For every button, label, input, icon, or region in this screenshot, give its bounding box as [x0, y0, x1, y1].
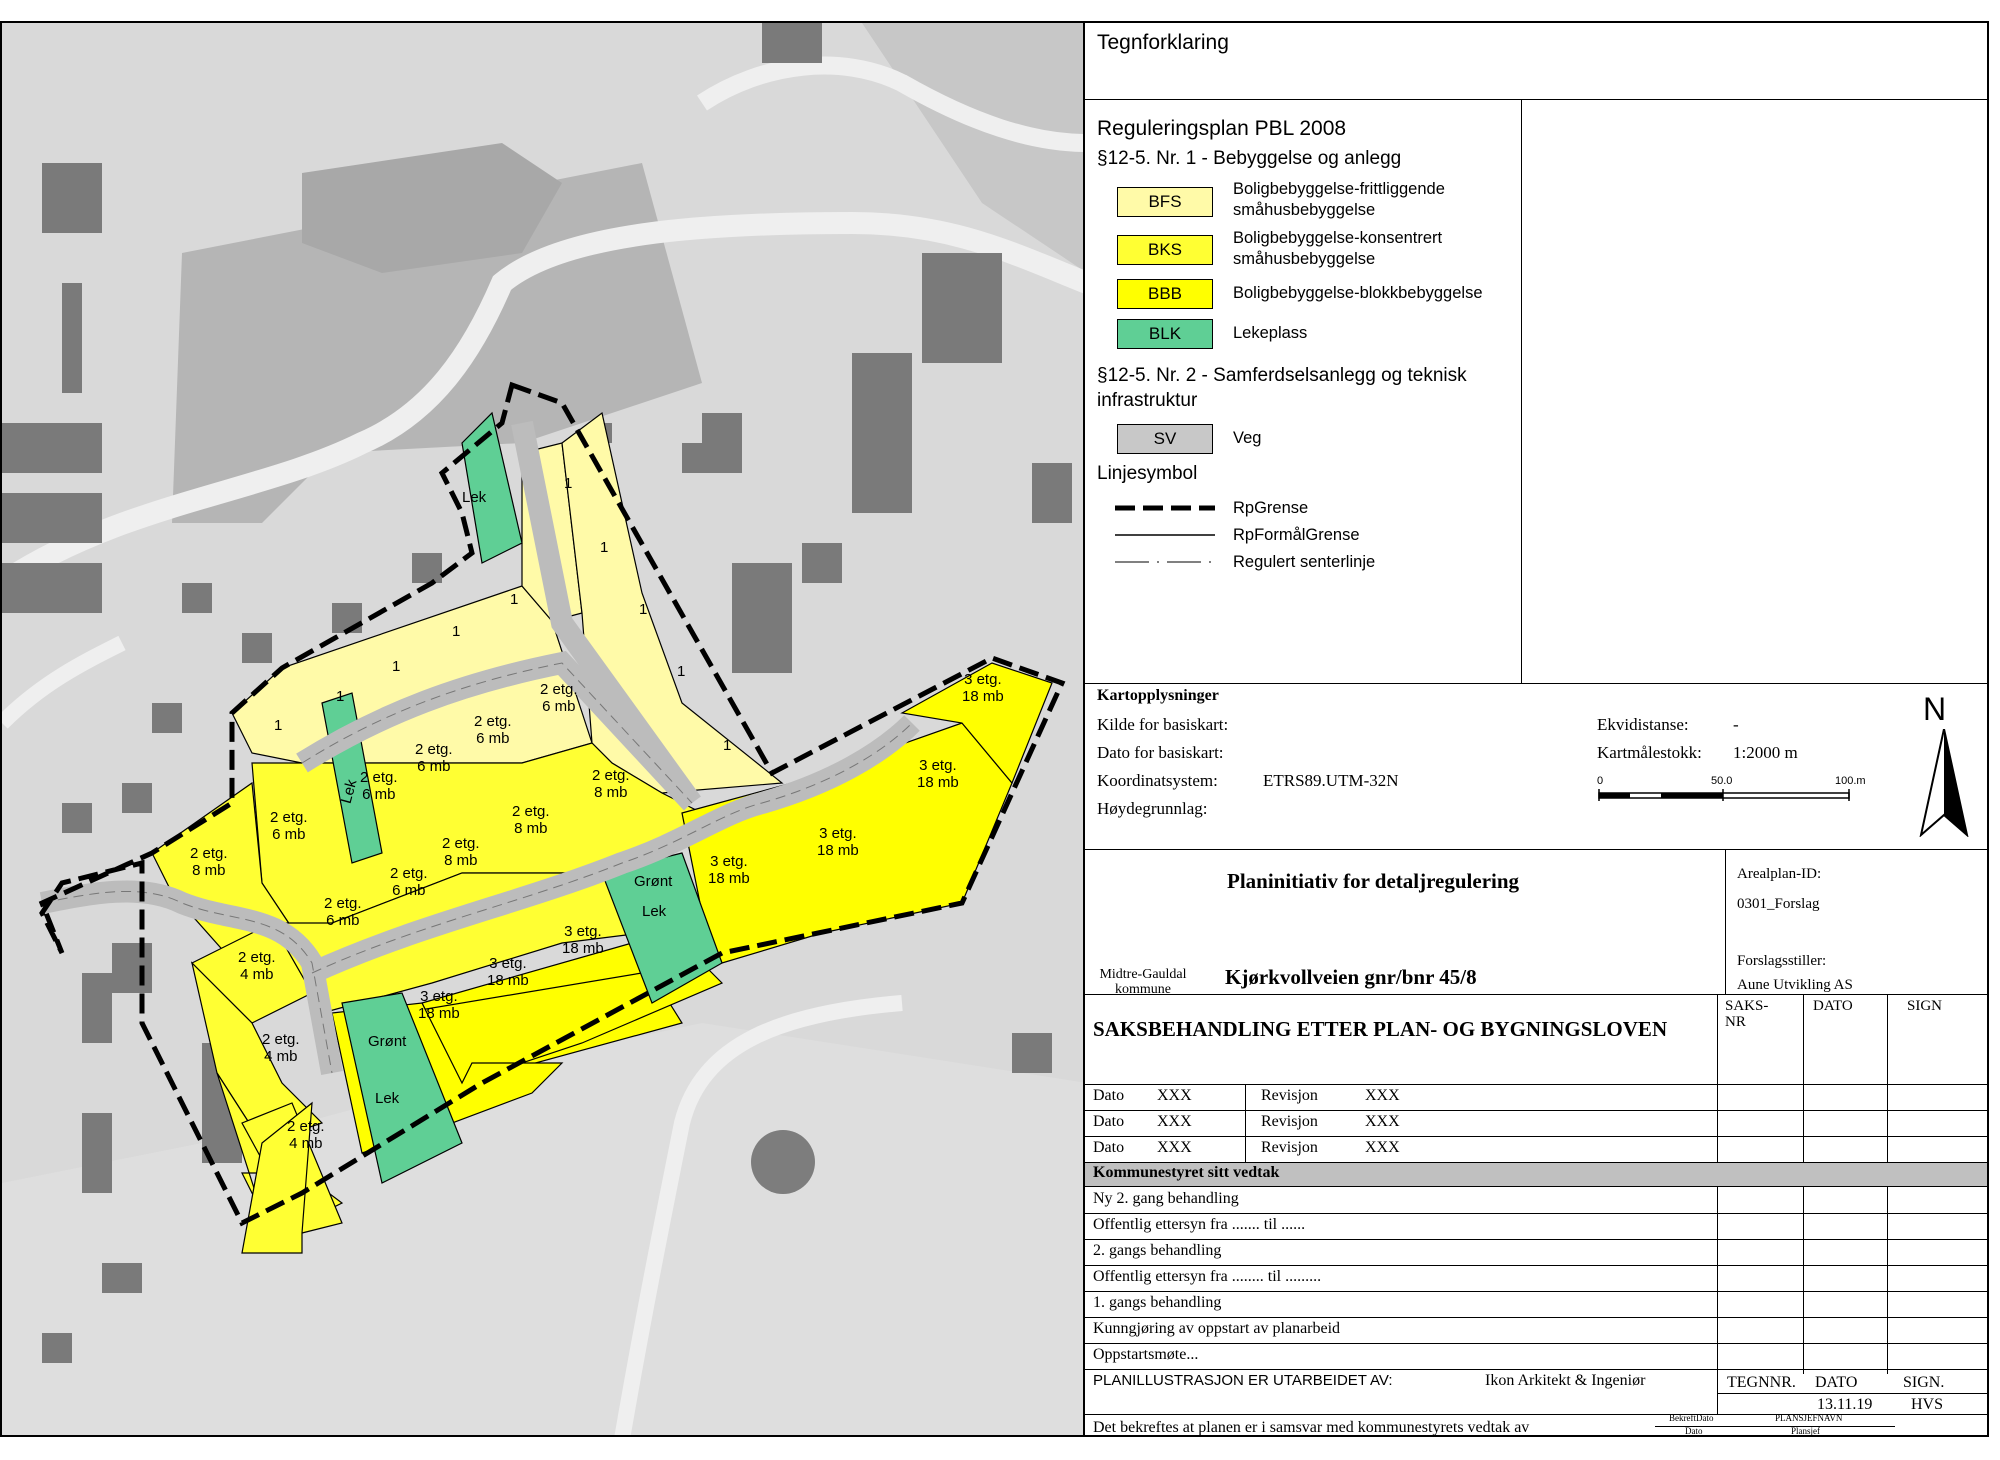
utarbeidet-label: PLANILLUSTRASJON ER UTARBEIDET AV: — [1093, 1372, 1393, 1389]
ekvid-value: - — [1733, 715, 1739, 734]
forslag-value: Aune Utvikling AS — [1737, 977, 1853, 993]
map-label-2etg6: 2 etg. 6 mb — [474, 713, 512, 747]
divider — [1521, 99, 1522, 683]
scalebar-50: 50.0 — [1711, 775, 1733, 787]
koord-label: Koordinatsystem: — [1097, 771, 1218, 790]
rev-value: XXX — [1365, 1087, 1400, 1104]
map-label-3etg18: 3 etg. 18 mb — [708, 853, 750, 887]
line-symbols — [1115, 500, 1225, 590]
map-label-3etg18: 3 etg. 18 mb — [562, 923, 604, 957]
map-label-2etg6: 2 etg. 6 mb — [360, 769, 398, 803]
legend-label-blk: Lekeplass — [1233, 324, 1308, 342]
col-tegnnr: TEGNNR. — [1727, 1374, 1796, 1391]
map-label-2etg8: 2 etg. 8 mb — [592, 767, 630, 801]
rev-value: XXX — [1365, 1139, 1400, 1156]
section2-title: §12-5. Nr. 2 - Samferdselsanlegg og teknisk infrastruktur — [1097, 365, 1467, 411]
map-label-3etg18: 3 etg. 18 mb — [917, 757, 959, 791]
ekvid-label: Ekvidistanse: — [1597, 715, 1689, 734]
saks-row: Offentlig ettersyn fra ........ til ......... — [1093, 1268, 1322, 1285]
col-dato: DATO — [1813, 998, 1853, 1014]
koord-value: ETRS89.UTM-32N — [1263, 771, 1399, 790]
divider — [1717, 1374, 1718, 1414]
map-label-one: 1 — [723, 737, 732, 754]
scalebar-100: 100.m — [1835, 775, 1866, 787]
map-label-2etg6: 2 etg. 6 mb — [540, 681, 578, 715]
rev-dato: Dato — [1093, 1113, 1125, 1130]
map-label-2etg8: 2 etg. 8 mb — [512, 803, 550, 837]
map-label-one: 1 — [677, 663, 686, 680]
divider — [1085, 99, 1987, 100]
map-label-2etg6: 2 etg. 6 mb — [415, 741, 453, 775]
divider — [1085, 1265, 1987, 1266]
map-label-gront1: Grønt — [634, 873, 673, 890]
municipality: Midtre-Gauldal kommune — [1099, 967, 1187, 997]
divider — [1085, 1414, 1987, 1415]
vedtak-title: Kommunestyret sitt vedtak — [1093, 1164, 1280, 1181]
legend-swatch-bfs: BFS — [1117, 187, 1213, 217]
map-label-2etg4: 2 etg. 4 mb — [238, 949, 276, 983]
map-info-title: Kartopplysninger — [1097, 687, 1219, 704]
map-label-2etg4: 2 etg. 4 mb — [287, 1118, 325, 1152]
sign2-value: HVS — [1911, 1396, 1944, 1413]
rev-label: Revisjon — [1261, 1113, 1318, 1130]
rev-label: Revisjon — [1261, 1087, 1318, 1104]
map-label-lek1: Lek — [462, 489, 487, 506]
reservoir — [751, 1130, 815, 1194]
small-plansjefnavn: PLANSJEFNAVN — [1775, 1413, 1843, 1423]
title-block — [1085, 21, 1989, 1437]
divider — [1085, 1317, 1987, 1318]
map-label-2etg8: 2 etg. 8 mb — [442, 835, 480, 869]
saks-title: SAKSBEHANDLING ETTER PLAN- OG BYGNINGSLOVEN — [1093, 1017, 1668, 1041]
rev-dato-value: XXX — [1157, 1113, 1192, 1130]
divider — [1085, 1343, 1987, 1344]
map-label-one: 1 — [564, 475, 573, 492]
map-label-one: 1 — [274, 717, 283, 734]
legend-label-bbb: Boligbebyggelse-blokkbebyggelse — [1233, 284, 1483, 302]
map-label-3etg18: 3 etg. 18 mb — [418, 988, 460, 1022]
rev-dato: Dato — [1093, 1139, 1125, 1156]
divider — [1085, 1110, 1987, 1111]
saks-row: Oppstartsmøte... — [1093, 1346, 1199, 1363]
forslag-label: Forslagsstiller: — [1737, 953, 1827, 969]
map-label-one: 1 — [452, 623, 461, 640]
rev-value: XXX — [1365, 1113, 1400, 1130]
divider — [1085, 849, 1987, 850]
rev-dato: Dato — [1093, 1087, 1125, 1104]
saks-row: 2. gangs behandling — [1093, 1242, 1222, 1259]
divider — [1085, 1213, 1987, 1214]
rev-label: Revisjon — [1261, 1139, 1318, 1156]
divider — [1085, 1239, 1987, 1240]
plan-name: Kjørkvollveien gnr/bnr 45/8 — [1225, 965, 1477, 989]
map-label-3etg18: 3 etg. 18 mb — [487, 955, 529, 989]
map-label-one: 1 — [510, 591, 519, 608]
small-plansjef: Plansjef — [1791, 1426, 1820, 1436]
map-label-one: 1 — [392, 658, 401, 675]
saks-row: Ny 2. gang behandling — [1093, 1190, 1239, 1207]
col-saksnr: SAKS-NR — [1725, 998, 1769, 1030]
legend-label-rpformalgrense: RpFormålGrense — [1233, 526, 1360, 544]
map-label-2etg6: 2 etg. 6 mb — [390, 865, 428, 899]
divider — [1085, 1291, 1987, 1292]
small-dato: Dato — [1685, 1426, 1703, 1436]
section1-title: §12-5. Nr. 1 - Bebyggelse og anlegg — [1097, 148, 1402, 169]
divider — [1085, 1136, 1987, 1137]
divider — [1085, 1369, 1987, 1370]
col-sign: SIGN — [1907, 998, 1943, 1014]
map-label-lek4: Lek — [375, 1090, 400, 1107]
small-bekreftdato: BekreftDato — [1669, 1413, 1714, 1423]
legend-label-rpgrense: RpGrense — [1233, 499, 1309, 517]
north-label: N — [1923, 691, 1947, 727]
map-label-lek3: Lek — [642, 903, 667, 920]
dato-label: Dato for basiskart: — [1097, 743, 1224, 762]
map-label-one: 1 — [600, 539, 609, 556]
legend-swatch-sv: SV — [1117, 424, 1213, 454]
map-area[interactable] — [0, 21, 1085, 1437]
legend-swatch-bbb: BBB — [1117, 279, 1213, 309]
map-svg — [2, 23, 1085, 1437]
saks-row: Kunngjøring av oppstart av planarbeid — [1093, 1320, 1341, 1337]
scalebar-0: 0 — [1597, 775, 1604, 787]
north-arrow-icon — [1919, 729, 1969, 837]
map-label-gront2: Grønt — [368, 1033, 407, 1050]
legend-swatch-bks: BKS — [1117, 235, 1213, 265]
arealplan-label: Arealplan-ID: — [1737, 866, 1822, 882]
col-dato2: DATO — [1815, 1374, 1858, 1391]
bekreftes: Det bekreftes at planen er i samsvar med kommunestyrets vedtak av — [1093, 1419, 1530, 1436]
legend-label-sv: Veg — [1233, 429, 1262, 447]
rev-dato-value: XXX — [1157, 1087, 1192, 1104]
map-label-3etg18: 3 etg. 18 mb — [962, 671, 1004, 705]
scale-value: 1:2000 m — [1733, 743, 1798, 762]
rev-dato-value: XXX — [1157, 1139, 1192, 1156]
divider — [1725, 849, 1726, 994]
map-label-2etg6: 2 etg. 6 mb — [324, 895, 362, 929]
divider — [1085, 994, 1987, 995]
map-label-3etg18: 3 etg. 18 mb — [817, 825, 859, 859]
plan-type: Reguleringsplan PBL 2008 — [1097, 117, 1347, 140]
kilde-label: Kilde for basiskart: — [1097, 715, 1229, 734]
legend-label-bfs: Boligbebyggelse-frittliggende småhusbebyggelse — [1233, 180, 1445, 219]
col-sign2: SIGN. — [1903, 1374, 1945, 1391]
divider — [1717, 1393, 1987, 1394]
line-symbol-title: Linjesymbol — [1097, 463, 1198, 484]
legend-swatch-blk: BLK — [1117, 319, 1213, 349]
divider — [1085, 683, 1987, 684]
saks-row: Offentlig ettersyn fra ....... til ...... — [1093, 1216, 1306, 1233]
map-label-one: 1 — [336, 688, 345, 705]
saks-row: 1. gangs behandling — [1093, 1294, 1222, 1311]
arealplan-value: 0301_Forslag — [1737, 896, 1820, 912]
legend-label-bks: Boligbebyggelse-konsentrert småhusbebyggelse — [1233, 229, 1443, 268]
map-label-lek2: Lek — [337, 777, 361, 806]
divider — [1085, 1084, 1987, 1085]
dato2-value: 13.11.19 — [1817, 1396, 1873, 1413]
map-label-2etg6: 2 etg. 6 mb — [270, 809, 308, 843]
plan-heading: Planinitiativ for detaljregulering — [1227, 869, 1520, 893]
map-label-one: 1 — [639, 601, 648, 618]
map-label-2etg8: 2 etg. 8 mb — [190, 845, 228, 879]
map-label-2etg4: 2 etg. 4 mb — [262, 1031, 300, 1065]
utarbeidet-value: Ikon Arkitekt & Ingeniør — [1485, 1372, 1646, 1389]
divider — [1245, 1084, 1246, 1162]
hoyde-label: Høydegrunnlag: — [1097, 799, 1208, 818]
scale-label: Kartmålestokk: — [1597, 743, 1702, 762]
legend-title: Tegnforklaring — [1097, 31, 1229, 54]
legend-label-senterlinje: Regulert senterlinje — [1233, 553, 1376, 571]
